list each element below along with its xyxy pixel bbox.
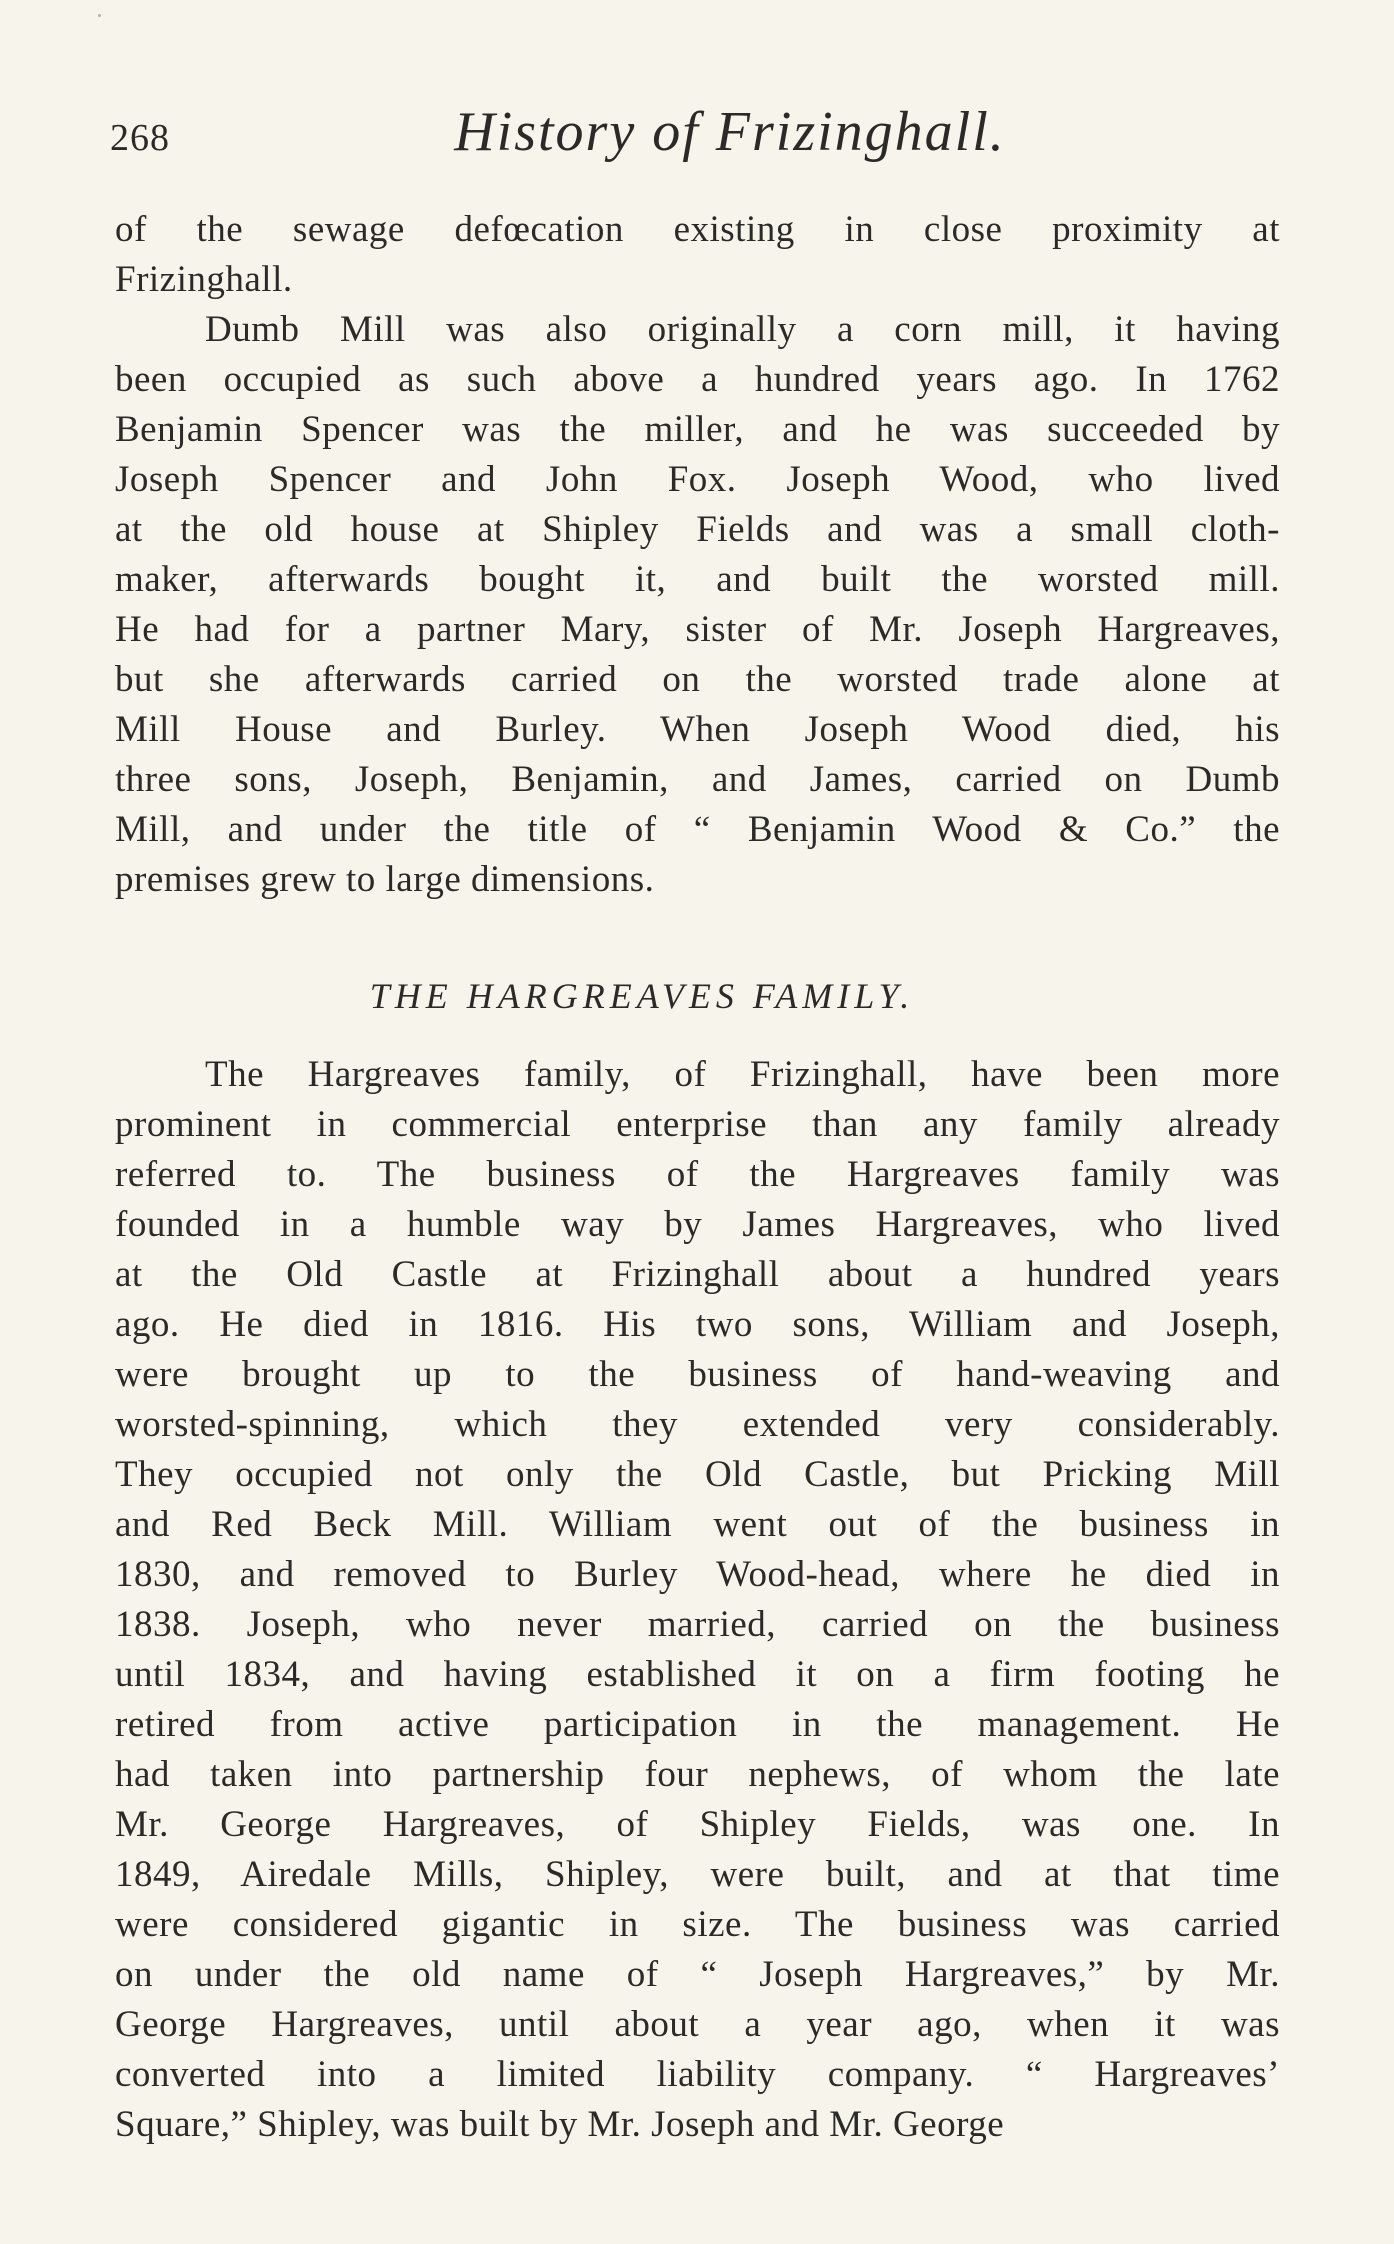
text-line: but she afterwards carried on the worsted trade alone at [115,659,1280,700]
paragraph [115,1050,1280,2150]
text-line: Dumb Mill was also originally a corn mill, it having [205,309,1280,350]
text-line: at the Old Castle at Frizinghall about a hundred years [115,1254,1280,1295]
text-line: Frizinghall. [115,259,293,300]
text-line: and Red Beck Mill. William went out of the business in [115,1504,1280,1545]
text-line: had taken into partnership four nephews, of whom the late [115,1754,1280,1795]
text-line: The Hargreaves family, of Frizinghall, have been more [205,1054,1280,1095]
paper-speck [98,14,101,17]
text-line: He had for a partner Mary, sister of Mr. Joseph Hargreaves, [115,609,1280,650]
text-line: George Hargreaves, until about a year ago, when it was [115,2004,1280,2045]
text-line: Mill House and Burley. When Joseph Wood died, his [115,709,1280,750]
text-line: of the sewage defœcation existing in close proximity at [115,209,1280,250]
page-number: 268 [110,117,170,159]
text-line: They occupied not only the Old Castle, but Pricking Mill [115,1454,1280,1495]
text-line: Mill, and under the title of “ Benjamin Wood & Co.” the [115,809,1280,850]
text-line: founded in a humble way by James Hargreaves, who lived [115,1204,1280,1245]
text-line: 1838. Joseph, who never married, carried on the business [115,1604,1280,1645]
text-line: at the old house at Shipley Fields and was a small cloth- [115,509,1280,550]
text-line: prominent in commercial enterprise than any family already [115,1104,1280,1145]
text-line: converted into a limited liability company. “ Hargreaves’ [115,2054,1280,2095]
text-line: Joseph Spencer and John Fox. Joseph Wood, who lived [115,459,1280,500]
text-line: three sons, Joseph, Benjamin, and James, carried on Dumb [115,759,1280,800]
body-text-top [115,205,1280,905]
text-line: on under the old name of “ Joseph Hargreaves,” by Mr. [115,1954,1280,1995]
text-line: were brought up to the business of hand-weaving and [115,1354,1280,1395]
paragraph [115,305,1280,905]
text-line: referred to. The business of the Hargreaves family was [115,1154,1280,1195]
text-line: Benjamin Spencer was the miller, and he was succeeded by [115,409,1280,450]
body-text-bottom [115,1050,1280,2150]
text-line: ago. He died in 1816. His two sons, William and Joseph, [115,1304,1280,1345]
text-line: 1830, and removed to Burley Wood-head, where he died in [115,1554,1280,1595]
page-header [110,100,1290,170]
text-line: Square,” Shipley, was built by Mr. Joseph and Mr. George [115,2104,1005,2145]
text-line: been occupied as such above a hundred years ago. In 1762 [115,359,1280,400]
text-line: premises grew to large dimensions. [115,859,655,900]
text-line: Mr. George Hargreaves, of Shipley Fields, was one. In [115,1804,1280,1845]
text-line: 1849, Airedale Mills, Shipley, were built, and at that time [115,1854,1280,1895]
paragraph [115,205,1280,305]
text-line: until 1834, and having established it on a firm footing he [115,1654,1280,1695]
section-heading: THE HARGREAVES FAMILY. [369,976,915,1016]
text-line: worsted-spinning, which they extended very considerably. [115,1404,1280,1445]
running-title: History of Frizinghall. [454,101,1006,163]
text-line: retired from active participation in the management. He [115,1704,1280,1745]
text-line: maker, afterwards bought it, and built the worsted mill. [115,559,1280,600]
text-line: were considered gigantic in size. The business was carried [115,1904,1280,1945]
